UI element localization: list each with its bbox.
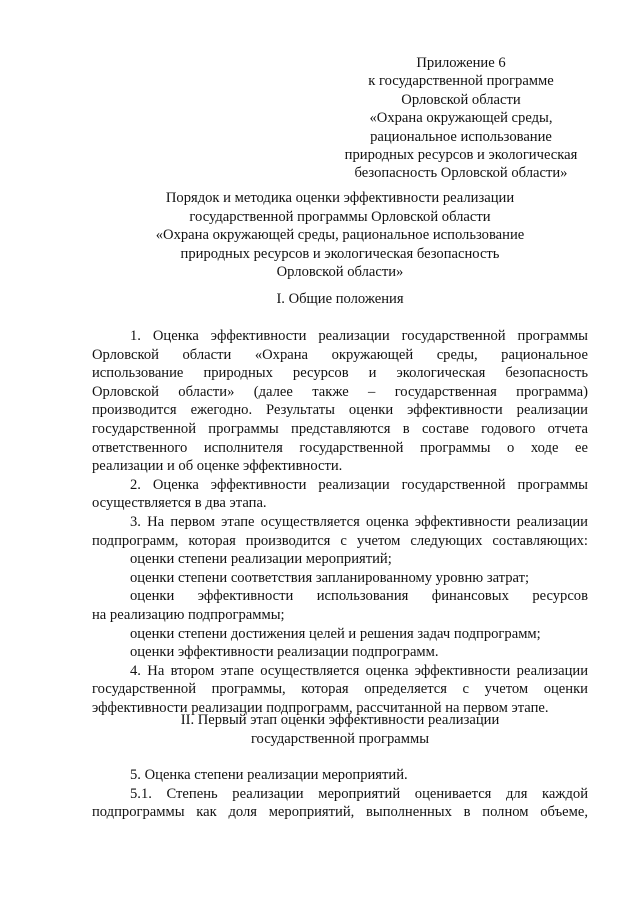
list-item: оценки степени достижения целей и решения задач подпрограмм; [130, 625, 541, 642]
paragraph-line: 3. На первом этапе осуществляется оценка эффективности реализации [130, 513, 588, 530]
paragraph-line: производится ежегодно. Результаты оценки эффективности реализации [92, 402, 588, 419]
title-line: Порядок и методика оценки эффективности реализации [165, 190, 515, 206]
section-1-heading [92, 290, 588, 309]
appendix-line: природных ресурсов и экологическая [344, 147, 578, 164]
appendix-header [330, 54, 592, 183]
paragraph-line: эффективности реализации подпрограмм, рассчитанной на первом этапе. [92, 699, 549, 716]
paragraph-line: Орловской области» (далее также – государственная программа) [92, 383, 588, 400]
appendix-line: рациональное использование [370, 128, 552, 145]
paragraph-line: государственной программы, которая определяется с учетом оценки [92, 681, 588, 698]
section-2-body [92, 766, 588, 822]
title-line: «Охрана окружающей среды, рациональное использование [155, 227, 525, 244]
paragraph-line: реализации и об оценке эффективности. [92, 458, 343, 475]
paragraph-line: Орловской области «Охрана окружающей среды, рациональное [92, 346, 588, 363]
section-1-body [92, 327, 588, 717]
title-line: Орловской области» [276, 264, 404, 281]
list-item: оценки эффективности реализации подпрограмм. [130, 644, 439, 661]
section-heading-line: II. Первый этап оценки эффективности реализации [180, 712, 500, 728]
section-2-heading [92, 711, 588, 748]
list-item: на реализацию подпрограммы; [92, 606, 285, 623]
appendix-line: безопасность Орловской области» [354, 165, 568, 182]
paragraph-line: 4. На втором этапе осуществляется оценка эффективности реализации [130, 662, 588, 679]
section-heading-line: I. Общие положения [276, 291, 404, 307]
list-item: оценки степени соответствия запланированному уровню затрат; [130, 569, 530, 586]
paragraph-line: подпрограммы как доля мероприятий, выполненных в полном объеме, [92, 804, 588, 821]
paragraph-line: осуществляется в два этапа. [92, 495, 267, 512]
appendix-line: «Охрана окружающей среды, [369, 110, 553, 127]
paragraph-line: ответственного исполнителя государственной программы о ходе ее [92, 439, 588, 456]
section-heading-line: государственной программы [250, 730, 430, 747]
list-item: оценки эффективности использования финансовых ресурсов [130, 588, 588, 605]
paragraph-line: использование природных ресурсов и экологическая безопасность [92, 365, 588, 382]
appendix-line: к государственной программе [368, 73, 554, 90]
paragraph-line: 1. Оценка эффективности реализации государственной программы [130, 328, 588, 344]
document-title [92, 189, 588, 282]
appendix-line: Орловской области [401, 91, 521, 108]
paragraph-line: 5. Оценка степени реализации мероприятий. [130, 767, 408, 783]
paragraph-line: государственной программы представляются в составе годового отчета [92, 420, 588, 437]
paragraph-line: 2. Оценка эффективности реализации государственной программы [130, 476, 588, 493]
title-line: природных ресурсов и экологическая безопасность [180, 245, 500, 262]
list-item: оценки степени реализации мероприятий; [130, 551, 392, 568]
paragraph-line: подпрограмм, которая производится с учетом следующих составляющих: [92, 532, 588, 549]
appendix-line: Приложение 6 [416, 55, 506, 71]
paragraph-line: 5.1. Степень реализации мероприятий оценивается для каждой [130, 785, 588, 802]
title-line: государственной программы Орловской области [189, 208, 491, 225]
